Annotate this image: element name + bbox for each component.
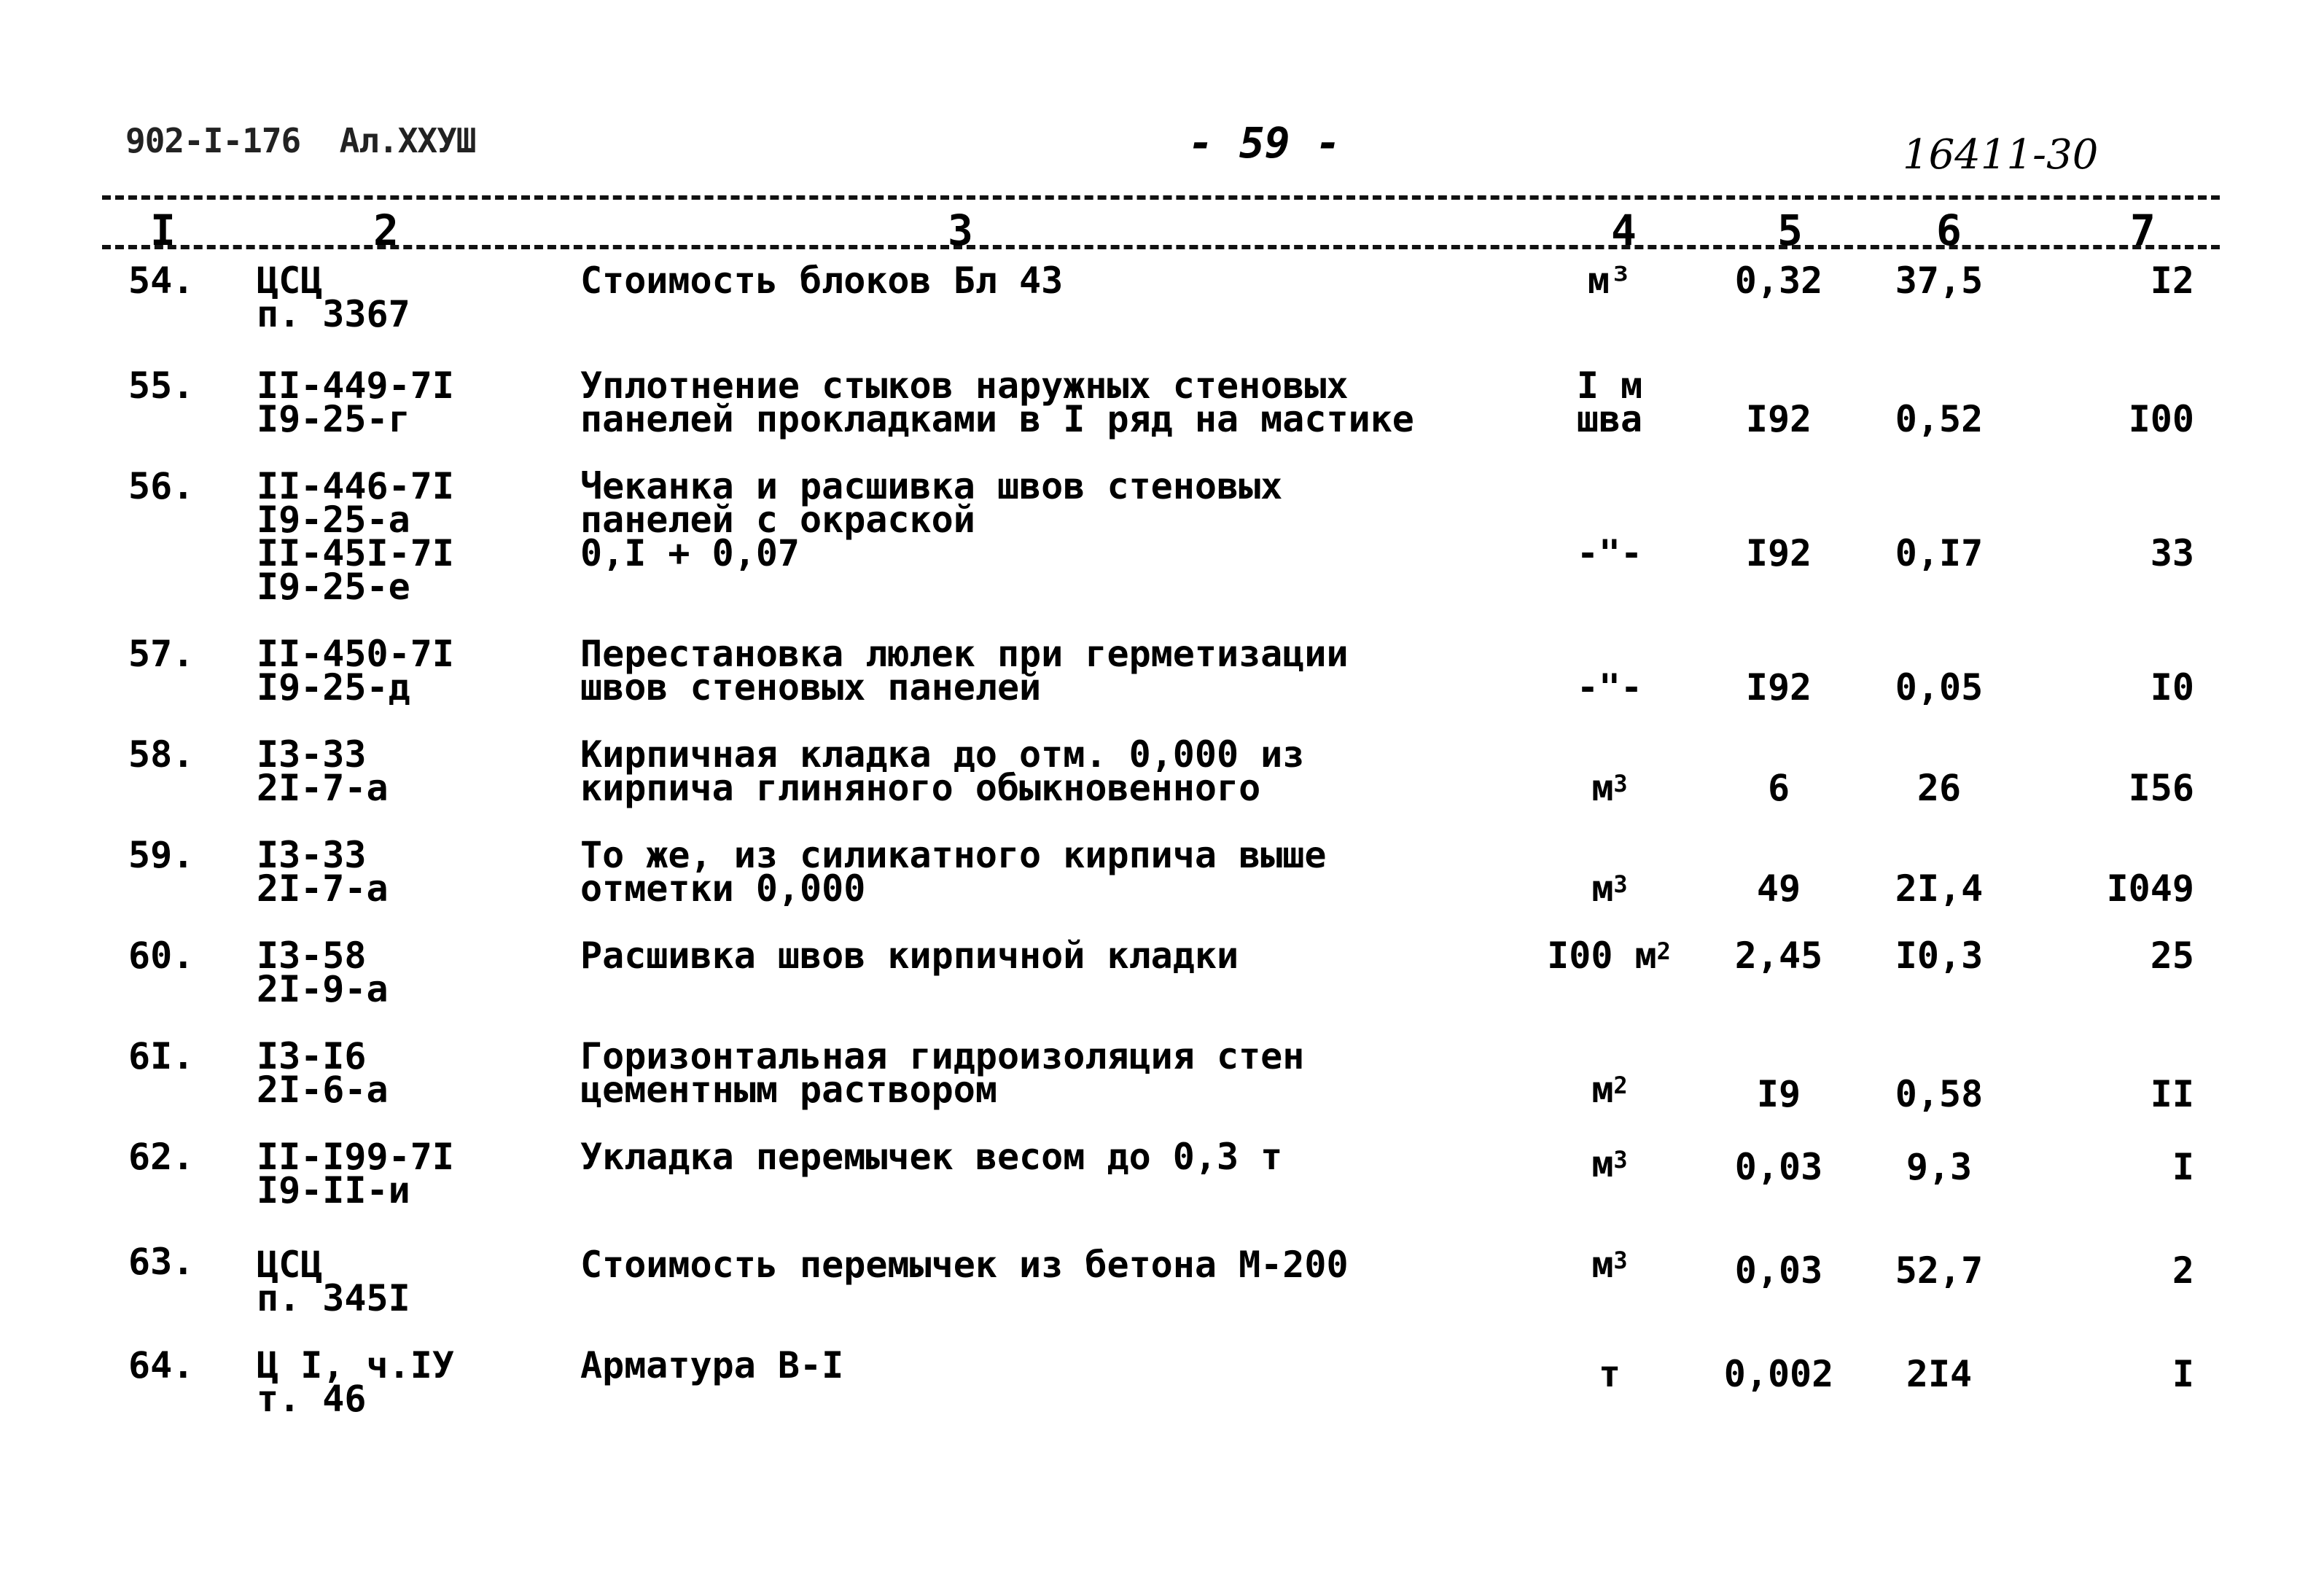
row-description: Арматура В-I bbox=[580, 1344, 844, 1386]
row-number: 59. bbox=[128, 834, 195, 876]
row-description: Перестановка люлек при герметизации швов стеновых панелей bbox=[580, 633, 1349, 709]
row-unit-price: 37,5 bbox=[1895, 260, 1984, 302]
col-header-1: I bbox=[150, 206, 176, 255]
col-header-6: 6 bbox=[1936, 206, 1962, 255]
archive-number: 16411-30 bbox=[1903, 131, 2099, 179]
col-header-3: 3 bbox=[948, 206, 973, 255]
row-unit-price: 9,3 bbox=[1906, 1146, 1973, 1188]
row-description: Укладка перемычек весом до 0,3 т bbox=[580, 1136, 1283, 1178]
row-description: Расшивка швов кирпичной кладки bbox=[580, 935, 1239, 977]
row-code: II-I99-7I I9-II-и bbox=[257, 1136, 454, 1212]
row-description: Горизонтальная гидроизоляция стен цементным раствором bbox=[580, 1035, 1305, 1111]
row-number: 63. bbox=[128, 1241, 195, 1283]
row-unit: м³ bbox=[1587, 260, 1632, 302]
row-number: 54. bbox=[128, 260, 195, 302]
row-unit-price: 0,I7 bbox=[1895, 532, 1984, 574]
document-code: 902-I-176 Ал.ХХУШ bbox=[125, 121, 476, 160]
row-cost: 2 bbox=[2172, 1249, 2194, 1292]
row-number: 62. bbox=[128, 1136, 195, 1178]
row-cost: 25 bbox=[2150, 935, 2194, 977]
row-unit-price: 52,7 bbox=[1895, 1249, 1984, 1292]
row-code: I3-33 2I-7-а bbox=[257, 834, 389, 910]
page-number: - 59 - bbox=[1188, 118, 1341, 168]
row-number: 56. bbox=[128, 465, 195, 507]
row-unit-price: I0,3 bbox=[1895, 935, 1984, 977]
col-header-4: 4 bbox=[1611, 206, 1637, 255]
row-code: I3-I6 2I-6-а bbox=[257, 1035, 389, 1111]
row-code: II-450-7I I9-25-д bbox=[257, 633, 454, 709]
row-cost: 33 bbox=[2150, 532, 2194, 574]
row-code: I3-33 2I-7-а bbox=[257, 733, 389, 809]
row-quantity: 2,45 bbox=[1734, 935, 1823, 977]
row-unit-price: 26 bbox=[1916, 767, 1962, 809]
row-unit-price: 2I,4 bbox=[1895, 867, 1984, 910]
row-quantity: I92 bbox=[1745, 398, 1812, 440]
row-number: 55. bbox=[128, 364, 195, 407]
col-header-2: 2 bbox=[373, 206, 399, 255]
row-quantity: I9 bbox=[1756, 1073, 1801, 1115]
row-unit: $м^3$ bbox=[1591, 1143, 1628, 1185]
row-code: ЦСЦ п. 3367 bbox=[257, 260, 410, 335]
row-unit: $м^3$ bbox=[1591, 767, 1628, 809]
row-unit: $м^2$ bbox=[1591, 1069, 1628, 1111]
row-cost: I049 bbox=[2106, 867, 2194, 910]
row-description: Стоимость блоков Бл 43 bbox=[580, 260, 1064, 302]
row-quantity: I92 bbox=[1745, 532, 1812, 574]
row-description: То же, из силикатного кирпича выше отметки 0,000 bbox=[580, 834, 1327, 910]
header-top-rule bbox=[102, 195, 2220, 200]
row-cost: I00 bbox=[2128, 398, 2194, 440]
row-code: II-449-7I I9-25-г bbox=[257, 364, 454, 440]
row-unit: -"- bbox=[1576, 532, 1643, 574]
row-quantity: 0,03 bbox=[1734, 1249, 1823, 1292]
row-code: Ц I, ч.IУ т. 46 bbox=[257, 1344, 454, 1420]
row-description: Кирпичная кладка до отм. 0,000 из кирпича глиняного обыкновенного bbox=[580, 733, 1305, 809]
row-unit: I00 $м^2$ bbox=[1547, 935, 1671, 977]
row-cost: I bbox=[2172, 1353, 2194, 1395]
row-unit: т bbox=[1598, 1353, 1621, 1395]
row-number: 58. bbox=[128, 733, 195, 776]
row-unit: -"- bbox=[1576, 666, 1643, 709]
header-bottom-rule bbox=[102, 245, 2220, 249]
row-unit: $м^3$ bbox=[1591, 1244, 1628, 1286]
row-quantity: 0,002 bbox=[1723, 1353, 1834, 1395]
row-number: 60. bbox=[128, 935, 195, 977]
col-header-7: 7 bbox=[2130, 206, 2156, 255]
row-unit: $м^3$ bbox=[1591, 867, 1628, 910]
row-quantity: 49 bbox=[1756, 867, 1801, 910]
row-quantity: I92 bbox=[1745, 666, 1812, 709]
row-cost: II bbox=[2150, 1073, 2194, 1115]
row-unit-price: 2I4 bbox=[1906, 1353, 1973, 1395]
row-description: Чеканка и расшивка швов стеновых панелей с окраской 0,I + 0,07 bbox=[580, 465, 1283, 574]
row-unit-price: 0,52 bbox=[1895, 398, 1984, 440]
row-cost: I bbox=[2172, 1146, 2194, 1188]
row-unit-price: 0,05 bbox=[1895, 666, 1984, 709]
row-code: ЦСЦ п. 345I bbox=[257, 1244, 410, 1319]
row-unit-price: 0,58 bbox=[1895, 1073, 1984, 1115]
row-description: Стоимость перемычек из бетона М-200 bbox=[580, 1244, 1349, 1286]
row-number: 57. bbox=[128, 633, 195, 675]
row-unit: I м шва bbox=[1576, 364, 1643, 440]
row-quantity: 0,32 bbox=[1734, 260, 1823, 302]
row-cost: I0 bbox=[2150, 666, 2194, 709]
row-number: 64. bbox=[128, 1344, 195, 1386]
col-header-5: 5 bbox=[1777, 206, 1803, 255]
row-quantity: 0,03 bbox=[1734, 1146, 1823, 1188]
row-number: 6I. bbox=[128, 1035, 195, 1077]
row-cost: I2 bbox=[2150, 260, 2194, 302]
row-description: Уплотнение стыков наружных стеновых панелей прокладками в I ряд на мастике bbox=[580, 364, 1414, 440]
row-code: II-446-7I I9-25-а II-45I-7I I9-25-е bbox=[257, 465, 454, 608]
row-quantity: 6 bbox=[1767, 767, 1790, 809]
row-code: I3-58 2I-9-а bbox=[257, 935, 389, 1010]
row-cost: I56 bbox=[2128, 767, 2194, 809]
